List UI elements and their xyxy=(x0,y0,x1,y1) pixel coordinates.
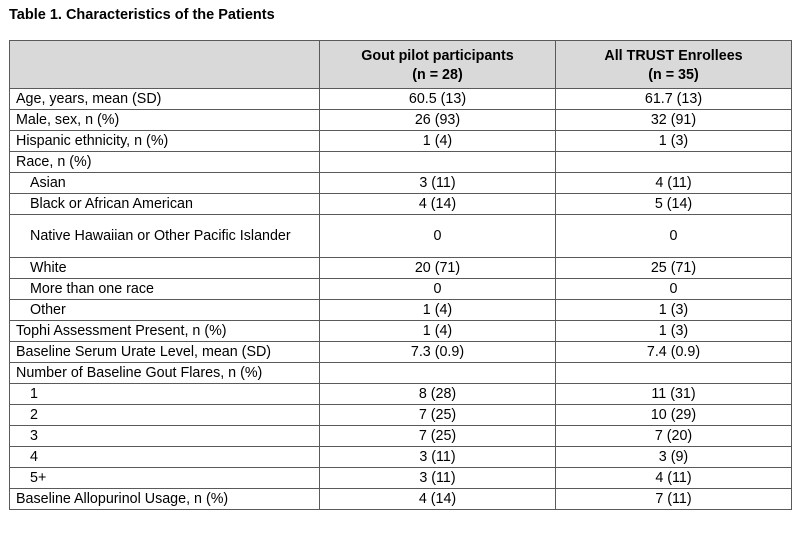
trust-value: 11 (31) xyxy=(556,384,792,405)
header-line-1: All TRUST Enrollees xyxy=(604,47,743,64)
trust-value: 1 (3) xyxy=(556,131,792,152)
trust-value: 7 (11) xyxy=(556,489,792,510)
row-label: Baseline Allopurinol Usage, n (%) xyxy=(10,489,320,510)
table-row xyxy=(10,363,792,384)
table-header-row xyxy=(10,41,792,89)
table-row xyxy=(10,447,792,468)
patient-characteristics-table xyxy=(9,40,792,510)
gout-value: 3 (11) xyxy=(320,468,556,489)
table-row xyxy=(10,152,792,173)
table-row xyxy=(10,215,792,258)
row-label: 4 xyxy=(10,447,320,468)
gout-value: 3 (11) xyxy=(320,173,556,194)
header-line-2: (n = 28) xyxy=(412,66,463,83)
row-label: Age, years, mean (SD) xyxy=(10,89,320,110)
gout-value: 8 (28) xyxy=(320,384,556,405)
row-label: Tophi Assessment Present, n (%) xyxy=(10,321,320,342)
trust-value: 1 (3) xyxy=(556,321,792,342)
row-label: Black or African American xyxy=(10,194,320,215)
trust-value: 25 (71) xyxy=(556,258,792,279)
trust-value: 61.7 (13) xyxy=(556,89,792,110)
table-row xyxy=(10,258,792,279)
trust-value: 3 (9) xyxy=(556,447,792,468)
table-row xyxy=(10,405,792,426)
header-cell-characteristic xyxy=(10,41,320,89)
trust-value: 32 (91) xyxy=(556,110,792,131)
table-row xyxy=(10,342,792,363)
gout-value: 0 xyxy=(320,215,556,258)
table-row xyxy=(10,321,792,342)
trust-value: 5 (14) xyxy=(556,194,792,215)
gout-value: 1 (4) xyxy=(320,300,556,321)
trust-value: 4 (11) xyxy=(556,468,792,489)
trust-value: 4 (11) xyxy=(556,173,792,194)
row-label: Race, n (%) xyxy=(10,152,320,173)
trust-value: 0 xyxy=(556,279,792,300)
table-row xyxy=(10,426,792,447)
gout-value: 20 (71) xyxy=(320,258,556,279)
row-label: 3 xyxy=(10,426,320,447)
row-label: 5+ xyxy=(10,468,320,489)
gout-value xyxy=(320,152,556,173)
gout-value: 3 (11) xyxy=(320,447,556,468)
table-caption: Table 1. Characteristics of the Patients xyxy=(9,7,275,23)
gout-value: 0 xyxy=(320,279,556,300)
header-cell-trust-enrollees xyxy=(556,41,792,89)
trust-value: 0 xyxy=(556,215,792,258)
row-label: Number of Baseline Gout Flares, n (%) xyxy=(10,363,320,384)
row-label: 1 xyxy=(10,384,320,405)
table-row xyxy=(10,131,792,152)
row-label: Baseline Serum Urate Level, mean (SD) xyxy=(10,342,320,363)
trust-value xyxy=(556,152,792,173)
table-row xyxy=(10,194,792,215)
header-line-2: (n = 35) xyxy=(648,66,699,83)
table-row xyxy=(10,110,792,131)
trust-value: 10 (29) xyxy=(556,405,792,426)
gout-value xyxy=(320,363,556,384)
gout-value: 1 (4) xyxy=(320,321,556,342)
row-label: Native Hawaiian or Other Pacific Islander xyxy=(10,215,320,258)
row-label: White xyxy=(10,258,320,279)
gout-value: 60.5 (13) xyxy=(320,89,556,110)
gout-value: 1 (4) xyxy=(320,131,556,152)
row-label: 2 xyxy=(10,405,320,426)
trust-value xyxy=(556,363,792,384)
header-cell-gout-pilot xyxy=(320,41,556,89)
table-row xyxy=(10,489,792,510)
table-row xyxy=(10,468,792,489)
row-label: Male, sex, n (%) xyxy=(10,110,320,131)
row-label: Asian xyxy=(10,173,320,194)
table-row xyxy=(10,279,792,300)
row-label: More than one race xyxy=(10,279,320,300)
gout-value: 26 (93) xyxy=(320,110,556,131)
trust-value: 7.4 (0.9) xyxy=(556,342,792,363)
gout-value: 7 (25) xyxy=(320,426,556,447)
trust-value: 7 (20) xyxy=(556,426,792,447)
gout-value: 4 (14) xyxy=(320,489,556,510)
gout-value: 7 (25) xyxy=(320,405,556,426)
row-label: Hispanic ethnicity, n (%) xyxy=(10,131,320,152)
trust-value: 1 (3) xyxy=(556,300,792,321)
header-line-1: Gout pilot participants xyxy=(361,47,514,64)
gout-value: 7.3 (0.9) xyxy=(320,342,556,363)
gout-value: 4 (14) xyxy=(320,194,556,215)
row-label: Other xyxy=(10,300,320,321)
table-row xyxy=(10,384,792,405)
table-row xyxy=(10,300,792,321)
table-row xyxy=(10,89,792,110)
table-row xyxy=(10,173,792,194)
